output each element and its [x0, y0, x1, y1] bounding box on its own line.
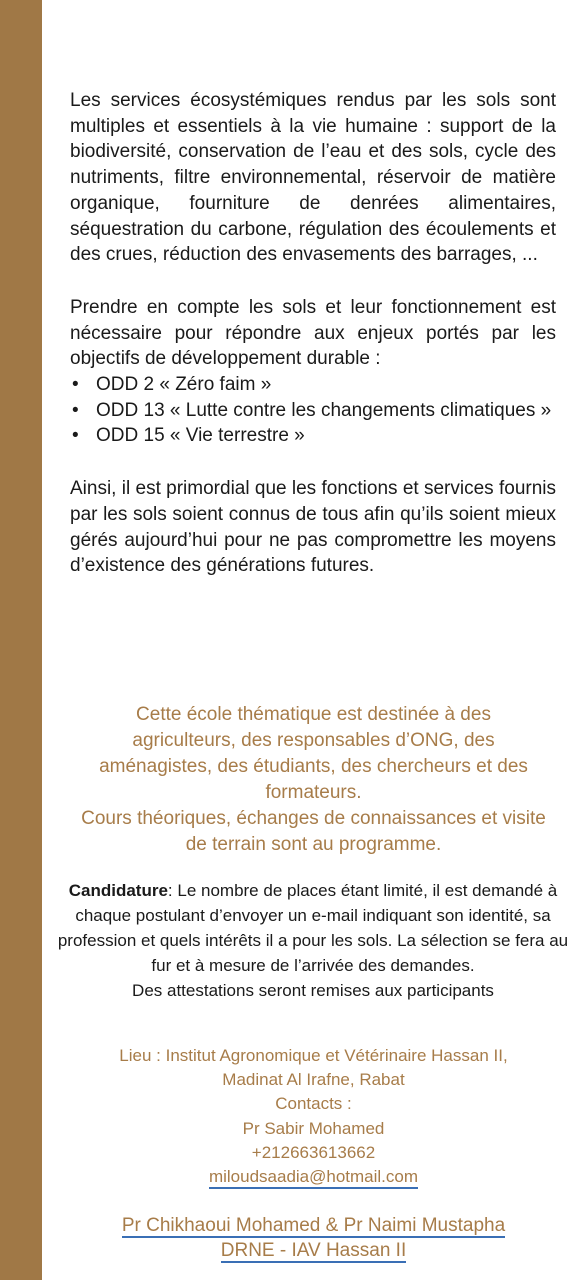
- attestations-text: Des attestations seront remises aux participants: [132, 981, 494, 1000]
- candidature-body: : Le nombre de places étant limité, il est demandé à chaque postulant d’envoyer un e-mail indiquant son identité, sa profession et quels intérêts il a pour les sols. La sélection se fera au fur et à mesure de l’arrivée des demandes.: [57, 881, 569, 975]
- footer-block: [42, 1213, 585, 1263]
- candidature-text: [56, 878, 570, 978]
- ecosystem-services-paragraph: Les services écosystémiques rendus par les sols sont multiples et essentiels à la vie humaine : support de la biodiversité, conservation de l’eau et des sols, cycle des nutriments, filtre environnemental, réservoir de matière organique, fourniture de denrées alimentaires, séquestration du carbone, régulation des écoulements et des crues, réduction des envasements des barrages, ...: [70, 90, 556, 266]
- location-line: Lieu : Institut Agronomique et Vétérinaire Hassan II,: [119, 1046, 508, 1065]
- contacts-label: Contacts :: [275, 1094, 352, 1114]
- decorative-side-bar: [0, 0, 42, 1280]
- list-item: • ODD 13 « Lutte contre les changements climatiques »: [70, 398, 556, 424]
- sdg-intro-paragraph: Prendre en compte les sols et leur fonctionnement est nécessaire pour répondre aux enjeux portés par les objectifs de développement durable :: [70, 296, 556, 370]
- footer-authors[interactable]: Pr Chikhaoui Mohamed & Pr Naimi Mustapha: [121, 1215, 506, 1236]
- location-line: Madinat Al Irafne, Rabat: [222, 1070, 405, 1090]
- footer-affiliation[interactable]: DRNE - IAV Hassan II: [220, 1240, 407, 1261]
- contact-email-link[interactable]: miloudsaadia@hotmail.com: [209, 1167, 418, 1189]
- contact-phone: +212663613662: [251, 1142, 376, 1162]
- contact-name: Pr Sabir Mohamed: [242, 1118, 385, 1138]
- candidature-block: [56, 878, 570, 1003]
- audience-block: [42, 702, 585, 858]
- audience-line: formateurs.: [265, 782, 362, 803]
- location-contact-block: [42, 1044, 585, 1189]
- sdg-list: [70, 372, 556, 449]
- audience-line: Cette école thématique est destinée à des: [136, 704, 491, 725]
- program-line: de terrain sont au programme.: [185, 834, 442, 855]
- list-item: • ODD 15 « Vie terrestre »: [70, 423, 556, 449]
- main-text-section: [70, 88, 556, 579]
- program-line: Cours théoriques, échanges de connaissances et visite: [81, 808, 546, 829]
- list-item: • ODD 2 « Zéro faim »: [70, 372, 556, 398]
- conclusion-paragraph: Ainsi, il est primordial que les fonctions et services fournis par les sols soient connus de tous afin qu’ils soient mieux gérés aujourd’hui pour ne pas compromettre les moyens d’existence des générations futures.: [70, 478, 556, 577]
- candidature-label: Candidature: [68, 881, 168, 900]
- audience-line: agriculteurs, des responsables d’ONG, des: [132, 730, 495, 751]
- audience-line: aménagistes, des étudiants, des chercheurs et des: [99, 756, 528, 777]
